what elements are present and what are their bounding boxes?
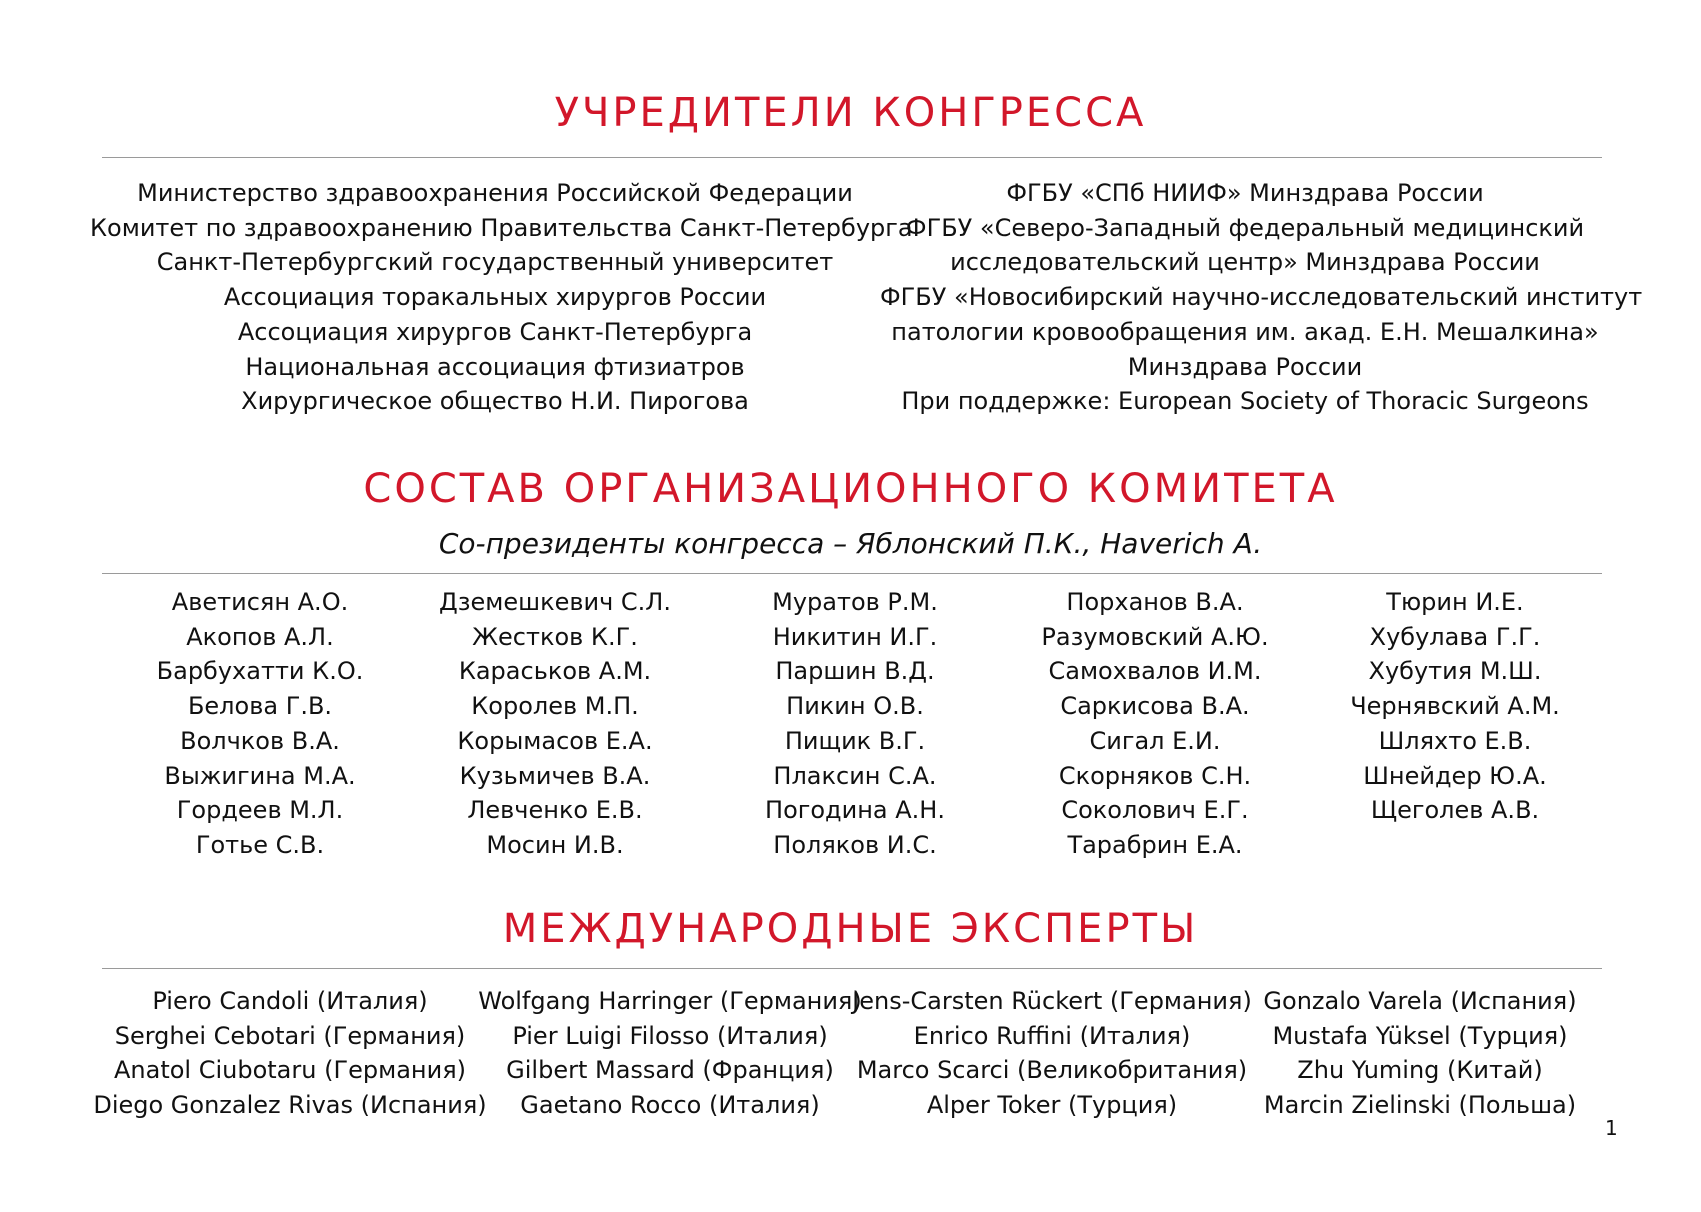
founders-divider (102, 157, 1602, 158)
page-number: 1 (1605, 1116, 1618, 1140)
committee-member: Скорняков С.Н. (1058, 761, 1252, 790)
expert-item: Anatol Ciubotaru (Германия) (113, 1056, 466, 1085)
committee-member: Шляхто Е.В. (1378, 726, 1532, 755)
experts-column-4 (1240, 984, 1600, 1123)
committee-member: Тюрин И.Е. (1386, 588, 1524, 616)
expert-item: Wolfgang Harringer (Германия) (478, 987, 862, 1015)
founders-heading: УЧРЕДИТЕЛИ КОНГРЕССА (554, 90, 1147, 136)
founder-item: ФГБУ «Новосибирский научно-исследовательский институт (880, 283, 1643, 312)
committee-member: Тарабрин Е.А. (1067, 830, 1243, 859)
committee-member: Никитин И.Г. (772, 622, 938, 651)
committee-member: Жестков К.Г. (472, 622, 638, 651)
expert-item: Diego Gonzalez Rivas (Испания) (93, 1091, 487, 1120)
founder-item: ФГБУ «СПб НИИФ» Минздрава России (1006, 179, 1484, 207)
committee-member: Чернявский А.М. (1350, 692, 1560, 721)
experts-column-2 (470, 984, 870, 1123)
committee-member: Аветисян А.О. (171, 588, 349, 616)
committee-member: Кузьмичев В.А. (459, 761, 651, 790)
committee-member: Караськов А.М. (458, 657, 652, 686)
committee-member: Щеголев А.В. (1370, 796, 1540, 825)
committee-member: Корымасов Е.А. (457, 726, 653, 755)
expert-item: Marco Scarci (Великобритания) (856, 1056, 1248, 1085)
founder-item: При поддержке: European Society of Thoracic Surgeons (901, 387, 1589, 416)
committee-member: Королев М.П. (471, 692, 639, 721)
committee-member: Дземешкевич С.Л. (439, 588, 671, 616)
committee-member: Сигал Е.И. (1089, 726, 1221, 755)
experts-column-3 (852, 984, 1252, 1123)
founder-item: исследовательский центр» Минздрава России (950, 248, 1540, 277)
expert-item: Gaetano Rocco (Италия) (520, 1091, 820, 1120)
founder-item: Хирургическое общество Н.И. Пирогова (241, 387, 749, 416)
committee-member: Поляков И.С. (773, 830, 937, 859)
committee-member: Хубулава Г.Г. (1369, 622, 1541, 651)
committee-member: Барбухатти К.О. (156, 657, 364, 686)
committee-member: Порханов В.А. (1066, 588, 1244, 616)
committee-member: Саркисова В.А. (1060, 692, 1250, 721)
founder-item: ФГБУ «Северо-Западный федеральный медицинский (905, 213, 1585, 242)
committee-member: Левченко Е.В. (467, 796, 643, 825)
expert-item: Serghei Cebotari (Германия) (114, 1021, 466, 1050)
committee-member: Волчков В.А. (180, 726, 340, 755)
committee-column-5 (1310, 585, 1600, 828)
committee-member: Готье С.В. (195, 830, 325, 859)
founder-item: Министерство здравоохранения Российской Федерации (137, 179, 853, 207)
committee-heading: СОСТАВ ОРГАНИЗАЦИОННОГО КОМИТЕТА (363, 466, 1338, 512)
committee-member: Плаксин С.А. (773, 761, 937, 790)
committee-divider (102, 573, 1602, 574)
founder-item: Национальная ассоциация фтизиатров (245, 352, 745, 381)
committee-member: Хубутия М.Ш. (1368, 657, 1542, 686)
founder-item: Ассоциация торакальных хирургов России (223, 283, 767, 312)
committee-member: Шнейдер Ю.А. (1363, 761, 1547, 790)
committee-member: Самохвалов И.М. (1048, 657, 1262, 686)
expert-item: Zhu Yuming (Китай) (1297, 1056, 1543, 1085)
founder-item: Ассоциация хирургов Санкт-Петербурга (237, 317, 753, 346)
experts-column-1 (90, 984, 490, 1123)
founders-list-left (90, 176, 913, 419)
expert-item: Alper Toker (Турция) (926, 1091, 1178, 1120)
expert-item: Enrico Ruffini (Италия) (913, 1021, 1191, 1050)
expert-item: Jens-Carsten Rückert (Германия) (852, 987, 1252, 1015)
expert-item: Piero Candoli (Италия) (152, 987, 428, 1015)
committee-member: Разумовский А.Ю. (1041, 622, 1269, 651)
committee-member: Пикин О.В. (786, 692, 924, 721)
committee-column-3 (710, 585, 1000, 863)
committee-member: Акопов А.Л. (186, 622, 334, 651)
co-presidents-line: Со-президенты конгресса – Яблонский П.К., Haverich A. (438, 527, 1263, 560)
founder-item: Комитет по здравоохранению Правительства Санкт-Петербурга (90, 213, 913, 242)
committee-member: Пищик В.Г. (784, 726, 926, 755)
committee-column-2 (410, 585, 700, 863)
expert-item: Marcin Zielinski (Польша) (1263, 1091, 1577, 1120)
expert-item: Mustafa Yüksel (Турция) (1272, 1021, 1568, 1050)
committee-member: Соколович Е.Г. (1061, 796, 1249, 825)
committee-member: Погодина А.Н. (765, 796, 945, 825)
founder-item: патологии кровообращения им. акад. Е.Н. Мешалкина» (891, 317, 1599, 346)
committee-column-1 (120, 585, 400, 863)
expert-item: Gonzalo Varela (Испания) (1263, 987, 1577, 1015)
committee-column-4 (1005, 585, 1305, 863)
expert-item: Gilbert Massard (Франция) (506, 1056, 834, 1085)
committee-member: Мосин И.В. (486, 830, 624, 859)
founder-item: Санкт-Петербургский государственный университет (156, 248, 834, 277)
committee-member: Выжигина М.А. (164, 761, 356, 790)
experts-heading: МЕЖДУНАРОДНЫЕ ЭКСПЕРТЫ (502, 906, 1199, 952)
founders-list-right (880, 176, 1643, 419)
committee-member: Паршин В.Д. (775, 657, 935, 686)
committee-member: Белова Г.В. (187, 692, 333, 721)
expert-item: Pier Luigi Filosso (Италия) (512, 1021, 828, 1050)
committee-member: Муратов Р.М. (772, 588, 938, 616)
experts-divider (102, 968, 1602, 969)
founder-item: Минздрава России (1127, 352, 1363, 381)
committee-member: Гордеев М.Л. (176, 796, 344, 825)
